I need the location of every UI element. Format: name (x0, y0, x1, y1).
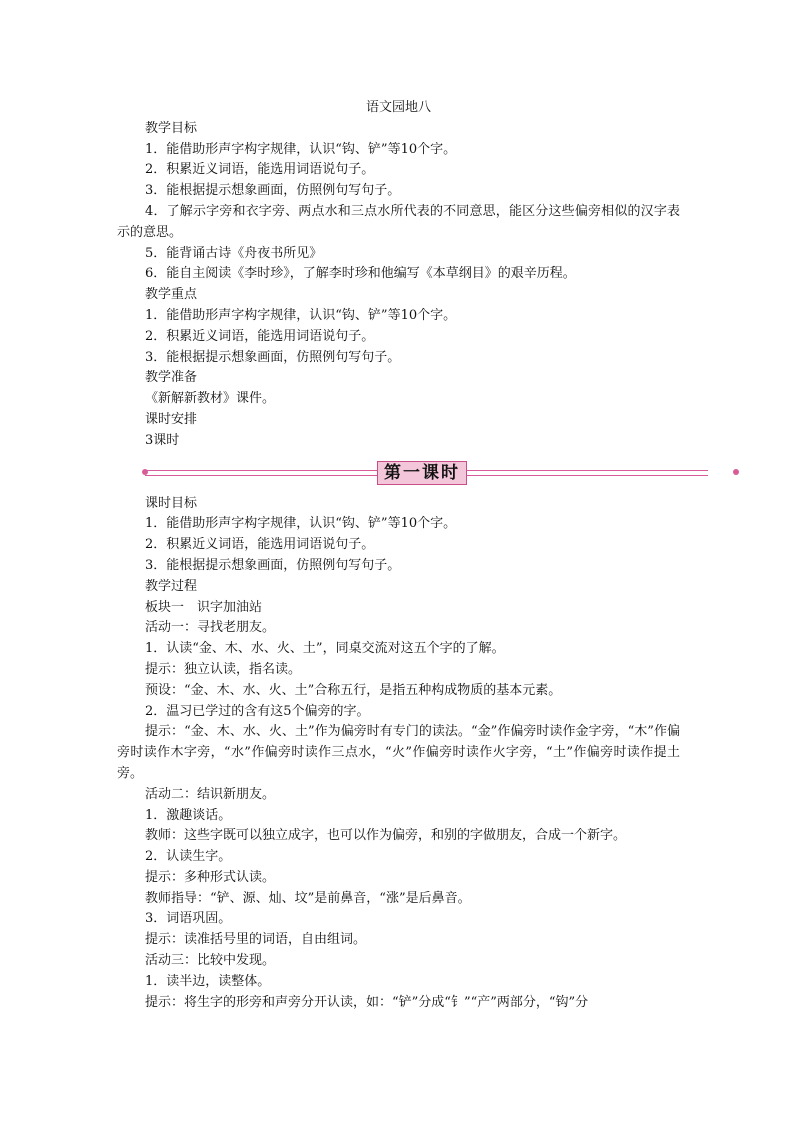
paragraph: 3．能根据提示想象画面，仿照例句写句子。 (145, 349, 401, 365)
paragraph: 1．能借助形声字构字规律，认识“钩、铲”等10个字。 (145, 307, 457, 323)
paragraph: 活动一：寻找老朋友。 (145, 620, 276, 636)
paragraph: 1．能借助形声字构字规律，认识“钩、铲”等10个字。 (145, 516, 457, 532)
paragraph: 2．积累近义词语，能选用词语说句子。 (145, 537, 375, 553)
intro-section (117, 119, 680, 452)
paragraph: 预设：“金、木、水、火、土”合称五行，是指五种构成物质的基本元素。 (145, 682, 562, 698)
paragraph: 3．词语巩固。 (145, 911, 232, 927)
paragraph: 活动三：比较中发现。 (145, 953, 276, 969)
paragraph: 1．激趣谈话。 (145, 807, 232, 823)
paragraph: 2．积累近义词语，能选用词语说句子。 (145, 328, 375, 344)
document-title: 语文园地八 (365, 100, 431, 115)
paragraph: 课时安排 (145, 411, 198, 427)
paragraph: 5．能背诵古诗《舟夜书所见》 (145, 245, 323, 261)
paragraph: 3．能根据提示想象画面，仿照例句写句子。 (145, 557, 401, 573)
paragraph: 2．认读生字。 (145, 849, 232, 865)
lesson-section (117, 494, 680, 1014)
paragraph: 提示：读准括号里的词语，自由组词。 (145, 932, 367, 948)
paragraph: 教师指导：“铲、源、灿、坟”是前鼻音，“涨”是后鼻音。 (145, 890, 471, 906)
paragraph: 3课时 (145, 432, 180, 448)
divider-dot-left (142, 469, 148, 475)
paragraph: 提示：独立认读，指名读。 (145, 661, 302, 677)
paragraph: 1．能借助形声字构字规律，认识“钩、铲”等10个字。 (145, 141, 457, 157)
paragraph: 1．读半边，读整体。 (145, 973, 271, 989)
section-title-badge: 第一课时 (377, 461, 467, 485)
paragraph: 板块一 识字加油站 (145, 599, 263, 615)
paragraph: 2．积累近义词语，能选用词语说句子。 (145, 162, 375, 178)
paragraph: 课时目标 (145, 495, 198, 511)
section-divider (145, 460, 708, 486)
paragraph: 《新解新教材》课件。 (145, 391, 276, 407)
paragraph: 提示：多种形式认读。 (145, 869, 276, 885)
paragraph: 教学过程 (145, 578, 198, 594)
document-content (117, 98, 680, 1013)
paragraph: 提示：“金、木、水、火、土”作为偏旁时有专门的读法。“金”作偏旁时读作金字旁，“木”作偏旁时读作木字旁，“水”作偏旁时读作三点水，“火”作偏旁时读作火字旁，“土”作偏旁时读作提土旁。 (117, 724, 680, 781)
paragraph: 4．了解示字旁和衣字旁、两点水和三点水所代表的不同意思，能区分这些偏旁相似的汉字表示的意思。 (117, 203, 680, 240)
paragraph: 活动二：结识新朋友。 (145, 786, 276, 802)
paragraph: 教学目标 (145, 120, 198, 136)
paragraph: 教师：这些字既可以独立成字，也可以作为偏旁，和别的字做朋友，合成一个新字。 (145, 828, 627, 844)
paragraph: 提示：将生字的形旁和声旁分开认读，如：“铲”分成“钅”“产”两部分，“钩”分 (145, 994, 589, 1010)
paragraph: 3．能根据提示想象画面，仿照例句写句子。 (145, 183, 401, 199)
paragraph: 2．温习已学过的含有这5个偏旁的字。 (145, 703, 370, 719)
divider-dot-right (733, 469, 739, 475)
paragraph: 6．能自主阅读《李时珍》，了解李时珍和他编写《本草纲目》的艰辛历程。 (145, 266, 576, 282)
paragraph: 教学重点 (145, 287, 198, 303)
paragraph: 1．认读“金、木、水、火、土”，同桌交流对这五个字的了解。 (145, 641, 505, 657)
paragraph: 教学准备 (145, 370, 198, 386)
